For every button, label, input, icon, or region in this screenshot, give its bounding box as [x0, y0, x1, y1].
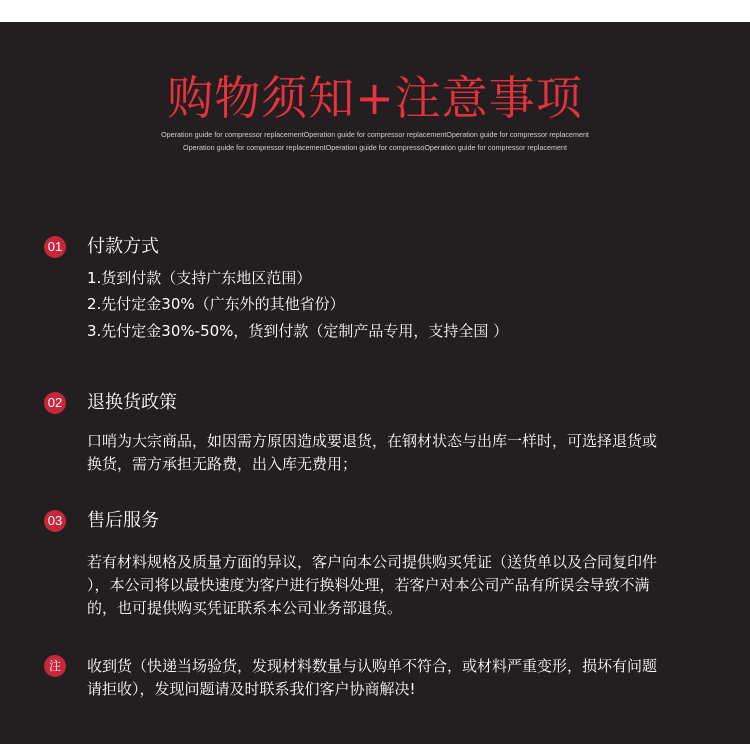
payment-line-2: 2.先付定金30%（广东外的其他省份）: [87, 295, 345, 313]
after-sales-line-1: 若有材料规格及质量方面的异议，客户向本公司提供购买凭证（送货单以及合同复印件: [87, 553, 658, 571]
section-heading: 售后服务: [87, 510, 159, 531]
section-number-badge: 02: [44, 392, 66, 414]
payment-line-3: 3.先付定金30%-50%，货到付款（定制产品专用，支持全国 ）: [87, 322, 509, 340]
note-line-1: 收到货（快递当场验货，发现材料数量与认购单不符合，或材料严重变形，损坏有问题: [87, 657, 658, 675]
subtitle-line-1: Operation guide for compressor replacementOperation guide for compressor replacementOperation guide for compressor replacement: [161, 130, 589, 139]
return-policy-line-2: 换货，需方承担无路费，出入库无费用；: [87, 455, 358, 473]
subtitle-line-2: Operation guide for compressor replacementOperation guide for compressoOperation guide for compressor replacement: [183, 143, 567, 152]
section-number-badge: 03: [44, 510, 66, 532]
section-heading: 付款方式: [87, 236, 159, 257]
return-policy-line-1: 口哨为大宗商品，如因需方原因造成要退货，在钢材状态与出库一样时，可选择退货或: [87, 432, 658, 450]
notice-panel: [0, 22, 750, 744]
section-number-badge: 01: [44, 236, 66, 258]
payment-line-1: 1.货到付款（支持广东地区范围）: [87, 269, 312, 287]
note-badge: 注: [44, 655, 66, 677]
section-heading: 退换货政策: [87, 392, 177, 413]
note-line-2: 请拒收），发现问题请及时联系我们客户协商解决!: [87, 680, 416, 698]
after-sales-line-2: ），本公司将以最快速度为客户进行换料处理，若客户对本公司产品有所误会导致不满: [87, 576, 650, 594]
page-title: 购物须知+注意事项: [167, 71, 583, 125]
after-sales-line-3: 的，也可提供购买凭证联系本公司业务部退货。: [87, 599, 403, 617]
